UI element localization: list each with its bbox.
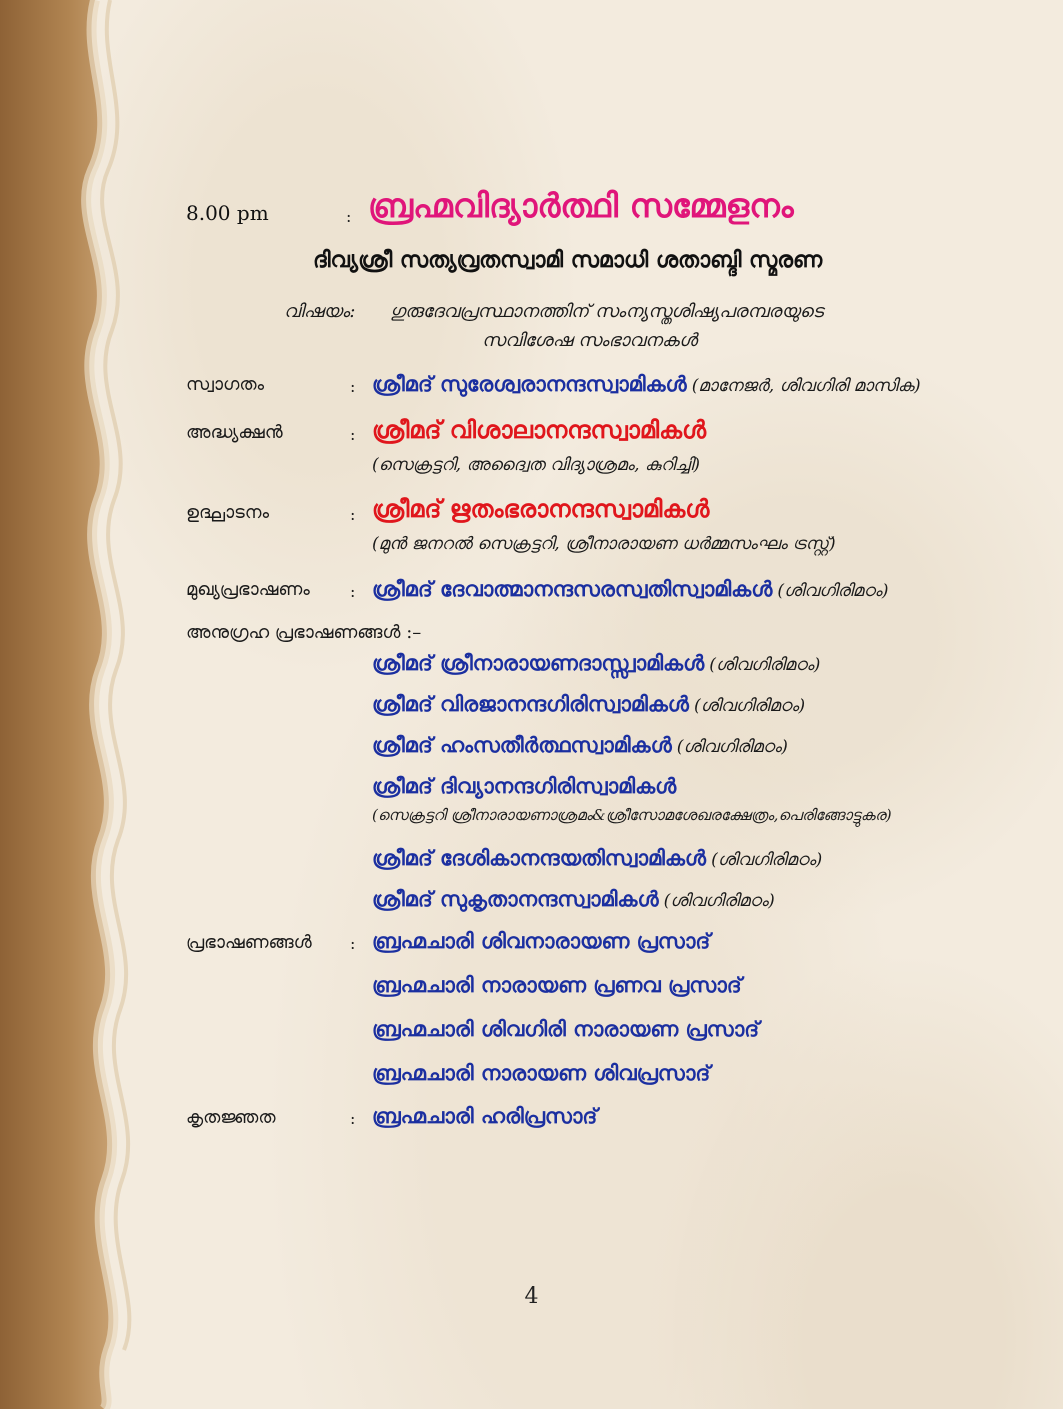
- welcome-label: സ്വാഗതം: [186, 374, 265, 395]
- welcome-note: (മാനേജർ, ശിവഗിരി മാസിക): [691, 376, 921, 396]
- keynote-label: മുഖ്യപ്രഭാഷണം: [186, 579, 310, 600]
- keynote-entry: [372, 576, 889, 602]
- session-title: ബ്രഹ്മവിദ്യാർത്ഥി സമ്മേളനം: [368, 186, 794, 225]
- blessing-item: [372, 886, 775, 912]
- presidency-speaker: ശ്രീമദ് വിശാലാനന്ദസ്വാമികൾ: [372, 415, 707, 444]
- speeches-colon: :: [350, 934, 356, 953]
- blessing-speaker: ശ്രീമദ് ശ്രീനാരായണദാസ്സ്വാമികൾ: [372, 650, 705, 675]
- presidency-label: അദ്ധ്യക്ഷൻ: [186, 422, 283, 443]
- blessing-item: [372, 773, 676, 799]
- blessing-speaker: ശ്രീമദ് ദിവ്യാനന്ദഗിരിസ്വാമികൾ: [372, 773, 677, 798]
- time-colon: :: [346, 207, 352, 226]
- inauguration-note: (മുൻ ജനറൽ സെക്രട്ടറി, ശ്രീനാരായണ ധർമ്മസംഘം ട്രസ്റ്റ്): [372, 534, 836, 554]
- subject-line-1: ഗുരുദേവപ്രസ്ഥാനത്തിന് സംന്യസ്തശിഷ്യപരമ്പരയുടെ: [390, 301, 824, 322]
- welcome-entry: [372, 371, 921, 397]
- keynote-speaker: ശ്രീമദ് ദേവാത്മാനന്ദസരസ്വതിസ്വാമികൾ: [372, 576, 773, 601]
- gratitude-colon: :: [350, 1109, 356, 1128]
- blessing-note: (ശിവഗിരിമഠം): [663, 891, 775, 911]
- inauguration-colon: :: [350, 505, 356, 524]
- blessing-note: (ശിവഗിരിമഠം): [711, 850, 823, 870]
- blessing-note: (ശിവഗിരിമഠം): [709, 655, 821, 675]
- blessing-speaker: ശ്രീമദ് വിരജാനന്ദഗിരിസ്വാമികൾ: [372, 691, 689, 716]
- speech-speaker: ബ്രഹ്മചാരി നാരായണ പ്രണവ പ്രസാദ്: [372, 972, 742, 997]
- inauguration-label: ഉദ്ഘാടനം: [186, 502, 269, 523]
- gratitude-label: കൃതജ്ഞത: [186, 1107, 276, 1128]
- blessing-speaker: ശ്രീമദ് ഹംസതീർത്ഥസ്വാമികൾ: [372, 732, 672, 757]
- blessing-speaker: ശ്രീമദ് സുകൃതാനന്ദസ്വാമികൾ: [372, 886, 659, 911]
- inauguration-speaker: ശ്രീമദ് ഋതംഭരാനന്ദസ്വാമികൾ: [372, 494, 710, 523]
- blessing-note: (ശിവഗിരിമഠം): [693, 696, 806, 716]
- blessing-item: [372, 845, 822, 871]
- subject-line-2: സവിശേഷ സംഭാവനകൾ: [482, 330, 698, 351]
- blessing-item: [372, 650, 820, 676]
- welcome-colon: :: [350, 377, 356, 396]
- blessing-item: [372, 732, 788, 758]
- gratitude-speaker: ബ്രഹ്മചാരി ഹരിപ്രസാദ്: [372, 1103, 598, 1128]
- speech-speaker: ബ്രഹ്മചാരി ശിവഗിരി നാരായണ പ്രസാദ്: [372, 1016, 760, 1041]
- blessing-speaker: ശ്രീമദ് ദേശികാനന്ദയതിസ്വാമികൾ: [372, 845, 706, 870]
- keynote-note: (ശിവഗിരിമഠം): [777, 581, 889, 601]
- presidency-note: (സെക്രട്ടറി, അദ്വൈത വിദ്യാശ്രമം, കുറിച്ചി): [372, 455, 700, 475]
- session-time: 8.00 pm: [186, 201, 269, 225]
- blessings-label: അനുഗ്രഹ പ്രഭാഷണങ്ങൾ :–: [186, 622, 422, 643]
- presidency-colon: :: [350, 425, 356, 444]
- speech-speaker: ബ്രഹ്മചാരി നാരായണ ശിവപ്രസാദ്: [372, 1060, 711, 1085]
- blessing-item: [372, 691, 805, 717]
- speech-speaker: ബ്രഹ്മചാരി ശിവനാരായണ പ്രസാദ്: [372, 928, 711, 953]
- blessing-note: (ശിവഗിരിമഠം): [676, 737, 788, 757]
- subject-label: വിഷയം:: [284, 301, 356, 322]
- page-number: 4: [524, 1284, 539, 1309]
- welcome-speaker: ശ്രീമദ് സുരേശ്വരാനന്ദസ്വാമികൾ: [372, 371, 687, 396]
- session-subtitle: ദിവ്യശ്രീ സത്യവ്രതസ്വാമി സമാധി ശതാബ്ദി സ്മരണ: [313, 247, 823, 273]
- blessing-note-divyananda: (സെക്രട്ടറി ശ്രീനാരായണാശ്രമം&ശ്രീസോമശേഖരക്ഷേത്രം,പെരിങ്ങോട്ടുകര): [372, 806, 892, 824]
- speeches-label: പ്രഭാഷണങ്ങൾ: [186, 932, 312, 953]
- keynote-colon: :: [350, 582, 356, 601]
